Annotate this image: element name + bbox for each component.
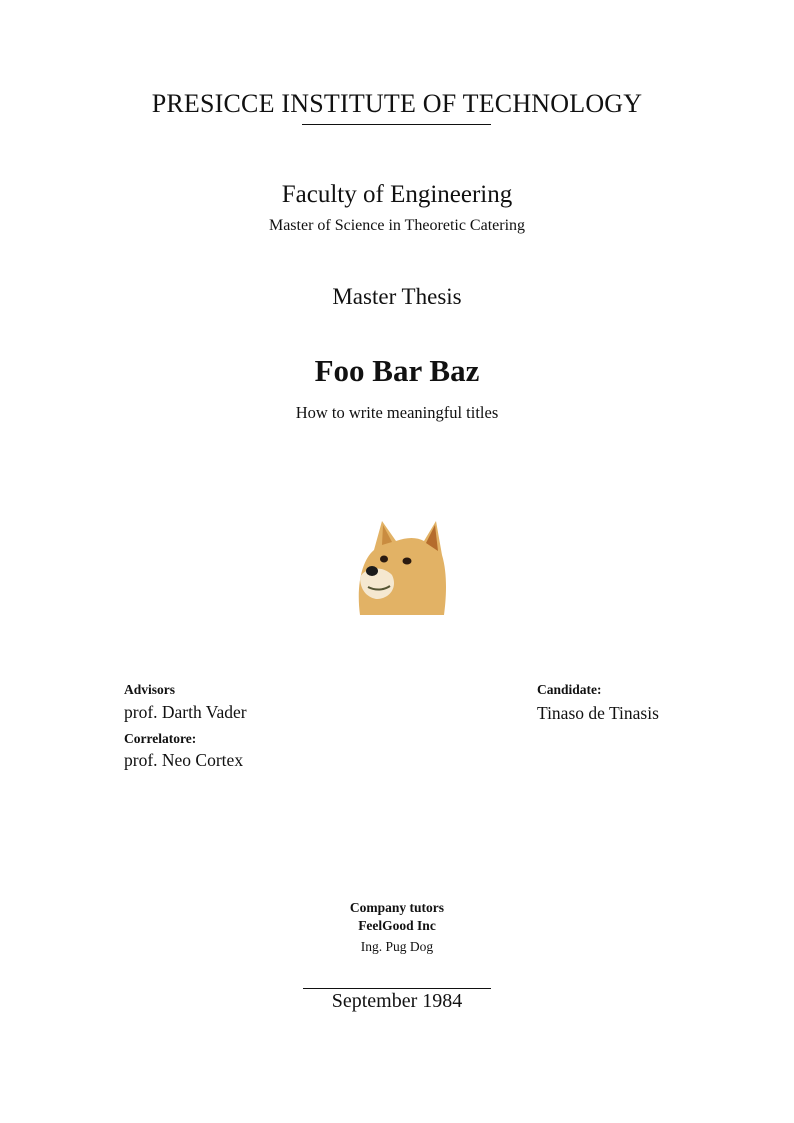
company-tutor-name: Ing. Pug Dog	[360, 939, 434, 954]
thesis-subtitle: How to write meaningful titles	[295, 403, 499, 422]
doge-dog-image	[352, 515, 447, 615]
degree: Master of Science in Theoretic Catering	[268, 217, 526, 234]
institute-name: PRESICCE INSTITUTE OF TECHNOLOGY	[151, 89, 643, 118]
company-name: FeelGood Inc	[358, 918, 436, 933]
candidate-label: Candidate:	[537, 682, 602, 697]
date: September 1984	[331, 990, 463, 1012]
thesis-type: Master Thesis	[332, 284, 462, 309]
top-rule	[302, 124, 491, 125]
advisor-name: prof. Darth Vader	[124, 702, 247, 722]
faculty: Faculty of Engineering	[281, 181, 513, 208]
company-tutors-label: Company tutors	[349, 900, 445, 915]
bottom-rule	[303, 988, 491, 989]
advisors-label: Advisors	[124, 682, 176, 697]
correlatore-label: Correlatore:	[124, 731, 197, 746]
candidate-name: Tinaso de Tinasis	[537, 703, 659, 723]
thesis-title: Foo Bar Baz	[314, 353, 480, 388]
correlatore-name: prof. Neo Cortex	[124, 750, 244, 770]
